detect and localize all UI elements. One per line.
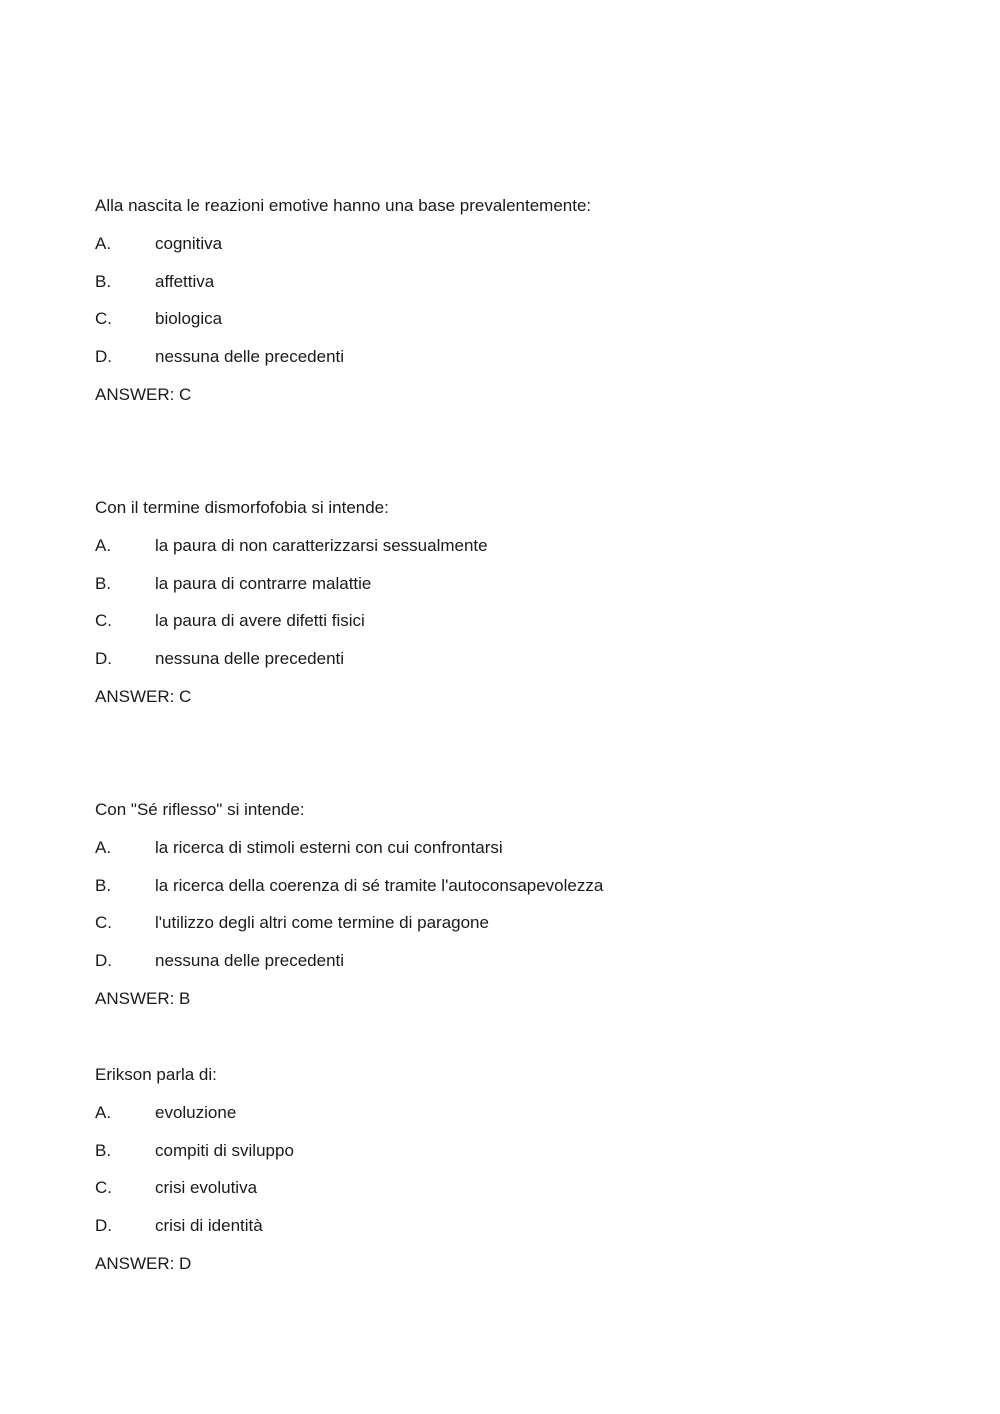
question-prompt: Alla nascita le reazioni emotive hanno una base prevalentemente: — [95, 196, 592, 215]
option-text: nessuna delle precedenti — [155, 347, 345, 367]
option-text: crisi evolutiva — [155, 1178, 258, 1198]
option-letter: C. — [95, 309, 112, 329]
option-letter: B. — [95, 875, 112, 895]
option-letter: D. — [95, 1216, 112, 1236]
option-text: la paura di non caratterizzarsi sessualmente — [155, 535, 488, 555]
option-letter: A. — [95, 233, 112, 253]
question-block — [95, 194, 915, 421]
option-row — [95, 647, 915, 685]
option-row — [95, 609, 915, 647]
option-text: evoluzione — [155, 1102, 237, 1122]
option-letter: B. — [95, 271, 112, 291]
answer-line: ANSWER: C — [95, 686, 192, 706]
option-letter: C. — [95, 1178, 112, 1198]
answer-line: ANSWER: C — [95, 384, 192, 404]
option-text: nessuna delle precedenti — [155, 649, 345, 669]
answer-line: ANSWER: B — [95, 988, 191, 1008]
option-row — [95, 232, 915, 270]
question-prompt: Erikson parla di: — [95, 1065, 217, 1084]
option-row — [95, 1176, 915, 1214]
option-letter: C. — [95, 611, 112, 631]
option-text: la paura di avere difetti fisici — [155, 611, 365, 631]
option-row — [95, 874, 915, 912]
question-prompt: Con il termine dismorfofobia si intende: — [95, 498, 389, 517]
question-block — [95, 1063, 915, 1290]
option-text: la ricerca di stimoli esterni con cui confrontarsi — [155, 837, 503, 857]
question-prompt: Con "Sé riflesso" si intende: — [95, 800, 305, 819]
option-letter: C. — [95, 913, 112, 933]
answer-line: ANSWER: D — [95, 1253, 192, 1273]
option-row — [95, 1139, 915, 1177]
option-row — [95, 836, 915, 874]
option-row — [95, 1101, 915, 1139]
option-row — [95, 1214, 915, 1252]
option-row — [95, 270, 915, 308]
option-text: cognitiva — [155, 233, 223, 253]
option-text: la ricerca della coerenza di sé tramite l'autoconsapevolezza — [155, 875, 604, 895]
option-row — [95, 534, 915, 572]
option-letter: D. — [95, 347, 112, 367]
question-block — [95, 496, 915, 723]
option-row — [95, 307, 915, 345]
option-text: nessuna delle precedenti — [155, 951, 345, 971]
option-text: la paura di contrarre malattie — [155, 573, 372, 593]
option-row — [95, 345, 915, 383]
option-letter: A. — [95, 837, 112, 857]
option-row — [95, 911, 915, 949]
option-text: affettiva — [155, 271, 215, 291]
option-letter: A. — [95, 535, 112, 555]
option-row — [95, 949, 915, 987]
question-block — [95, 798, 915, 1025]
option-letter: D. — [95, 951, 112, 971]
option-row — [95, 572, 915, 610]
option-text: compiti di sviluppo — [155, 1140, 294, 1160]
option-letter: A. — [95, 1102, 112, 1122]
option-letter: D. — [95, 649, 112, 669]
option-text: l'utilizzo degli altri come termine di paragone — [155, 913, 489, 933]
option-text: biologica — [155, 309, 223, 329]
option-letter: B. — [95, 1140, 112, 1160]
option-letter: B. — [95, 573, 112, 593]
option-text: crisi di identità — [155, 1216, 263, 1236]
